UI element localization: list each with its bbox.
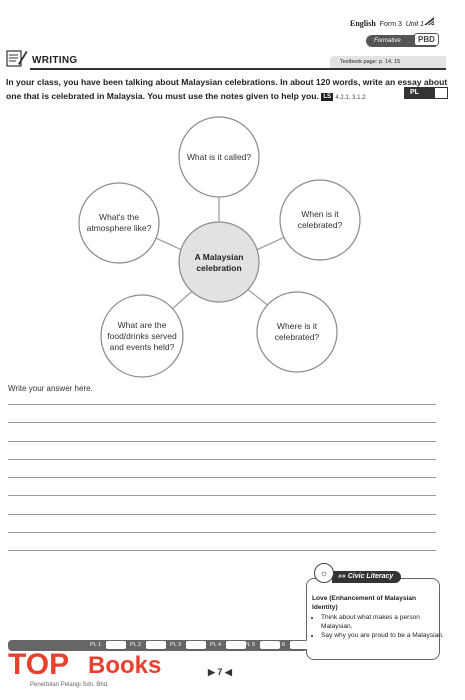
subject-label: English [350, 19, 376, 28]
ls-codes: 4.2.1, 3.1.2 [335, 95, 366, 101]
unit-label: Unit 1 [405, 21, 425, 28]
answer-lines[interactable] [8, 404, 436, 569]
answer-label: Write your answer here. [8, 384, 93, 393]
textbook-page-tab: Textbook page: p. 14, 15 [330, 56, 446, 68]
pl-checkbox[interactable] [226, 641, 246, 649]
civic-literacy-points [312, 614, 445, 642]
mindmap-node-left-bottom: What are the food/drinks served and events held? [107, 319, 177, 352]
civic-point: • Say why you are proud to be a Malaysian. [321, 632, 445, 641]
pl-level: PL 6 [274, 642, 286, 648]
pl-level: PL 5 [244, 642, 256, 648]
section-divider [30, 68, 446, 70]
pl-level: PL 1 [90, 642, 102, 648]
pl-level: PL 4 [210, 642, 222, 648]
page-number: ▶ 7 ◀ [208, 667, 232, 677]
pl-level: PL 2 [130, 642, 142, 648]
instruction-text: In your class, you have been talking about Malaysian celebrations. In about 120 words, write an essay about one that is celebrated in Malaysia. You must use the notes given to help you. LS 4.2.1, 3.1.2 [6, 77, 448, 101]
mindmap-node-top: What is it called? [186, 151, 252, 162]
civic-point: • Think about what makes a person Malaysian. [321, 614, 445, 631]
lightbulb-icon: ☼ [314, 563, 334, 583]
answer-line[interactable] [8, 514, 436, 515]
svg-text:Books: Books [88, 652, 162, 679]
writing-icon [6, 48, 28, 68]
pbd-badge: PBD [414, 33, 439, 46]
formative-banner: Formative [366, 35, 436, 47]
pl-level: PL 3 [170, 642, 182, 648]
answer-line[interactable] [8, 404, 436, 405]
pl-score-box: PL [404, 87, 448, 99]
mindmap-node-right-bottom: Where is it celebrated? [274, 321, 320, 342]
answer-line[interactable] [8, 550, 436, 551]
answer-line[interactable] [8, 532, 436, 533]
form-label: Form 3 [379, 21, 402, 28]
answer-line[interactable] [8, 441, 436, 442]
section-title: WRITING [32, 55, 78, 66]
page-header [350, 19, 424, 28]
mindmap-node-right-top: When is it celebrated? [297, 209, 343, 230]
publisher-text: Penerbitan Pelangi Sdn. Bhd. [30, 682, 109, 688]
answer-line[interactable] [8, 477, 436, 478]
civic-literacy-heading: »» Civic Literacy [332, 571, 401, 583]
ls-badge: LS [323, 94, 332, 100]
pl-checkbox[interactable] [290, 641, 310, 649]
answer-line[interactable] [8, 459, 436, 460]
svg-text:TOP: TOP [8, 648, 70, 681]
answer-line[interactable] [8, 422, 436, 423]
mindmap-node-left-top: What's the atmosphere like? [86, 212, 152, 233]
civic-literacy-title: Love (Enhancement of Malaysian Identity) [312, 595, 417, 611]
answer-line[interactable] [8, 495, 436, 496]
signal-icon [423, 16, 435, 26]
mindmap-node-center: A Malaysian celebration [194, 252, 244, 273]
topbooks-logo [2, 645, 192, 685]
